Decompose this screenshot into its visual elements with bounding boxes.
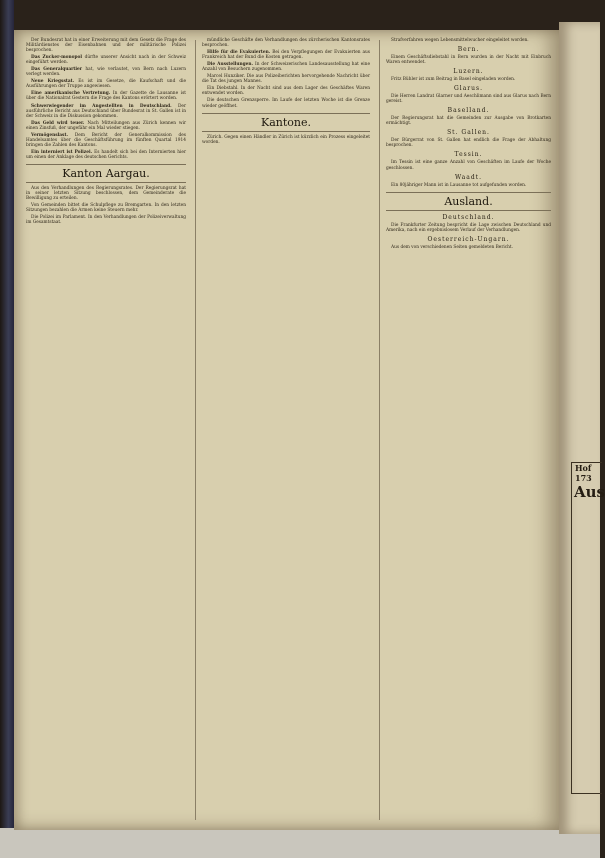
canton-report: Im Tessin ist eine ganze Anzahl von Geschäften im Laufe der Woche geschlossen. xyxy=(386,160,551,171)
canton-report: Fritz Bühler ist zum Beitrag in Basel eingeladen worden. xyxy=(391,77,516,83)
foreign-reports xyxy=(386,214,551,250)
article-text: Nach Mitteilungen aus Zürich kennen wir einen Zinsfuß, der ungefähr ein Mal wieder stiegen. xyxy=(26,120,186,131)
column-1 xyxy=(26,38,186,822)
news-note: Marcel Hunziker. Die aus Polizeiberichten hervorgehende Nachricht über die Tat des jungen Mannes. xyxy=(202,74,370,85)
article xyxy=(202,50,370,60)
column-rule xyxy=(379,40,380,820)
country-heading: Deutschland. xyxy=(442,213,495,221)
news-sections xyxy=(26,55,186,160)
canton-heading: Waadt. xyxy=(455,173,482,181)
country-report: Die Frankfurter Zeitung bespricht die Lage zwischen Deutschland und Amerika, nach ein ergebnislosem Verlauf der Verhandlungen. xyxy=(386,222,551,233)
country-heading: Oesterreich-Ungarn. xyxy=(427,235,510,243)
canton-report: Die Herren Landrat Glarner und Aeschlimann sind aus Glarus nach Bern gereist. xyxy=(386,94,551,105)
article-head: Schwerwiegender im Angestellten in Deutschland. xyxy=(31,103,178,109)
news-sections xyxy=(202,50,370,72)
news-notes xyxy=(202,74,370,108)
article xyxy=(202,62,370,72)
facing-page xyxy=(559,22,605,834)
column-intro: Der Bundesrat hat in einer Erweiterung mit dem Gesetz die Frage des Militärdienstes der Eisenbahnen und der militärische Polizei besprochen. xyxy=(26,38,186,54)
ad-number: 173 xyxy=(575,473,592,483)
article-text: hat, wie verlautet, von Bern nach Luzern verlegt werden. xyxy=(26,67,187,78)
article xyxy=(26,91,186,101)
column-3 xyxy=(386,38,551,822)
article xyxy=(26,79,186,89)
article-head: Die Ausstellungen. xyxy=(207,62,256,68)
article-head: Neue Kriegsstat. xyxy=(31,79,79,85)
article xyxy=(26,121,186,131)
section-title-aargau: Kanton Aargau. xyxy=(26,164,186,183)
book-spine xyxy=(0,0,14,858)
article-text: Bei den Verpflegungen der Evakuierten aus Frankreich hat der Bund die Kosten getragen. xyxy=(202,50,370,61)
article-head: Vermögenslast. xyxy=(31,132,75,138)
newspaper-page xyxy=(14,30,559,830)
article-head: Das Zucker-monopol xyxy=(31,55,85,61)
canton-heading: Luzern. xyxy=(453,68,484,76)
article xyxy=(26,133,186,148)
country-report: Aus dem von verschiedenen Seiten gemeldeten Bericht. xyxy=(391,244,514,250)
article-head: Das Generalquartier xyxy=(31,67,86,73)
canton-heading: St. Gallen. xyxy=(447,129,490,137)
aargau-articles xyxy=(26,186,186,225)
canton-heading: Glarus. xyxy=(453,85,483,93)
canton-heading: Baselland. xyxy=(447,107,490,115)
article-head: Das Geld wird teuer. xyxy=(31,120,88,126)
aargau-article: Aus den Verhandlungen des Regierungsrates. Der Regierungsrat hat in seiner letzten Sitzung beschlossen, dem Gemeinderate die Bewilligung zu erteilen. xyxy=(26,185,186,202)
column-intro: mündliche Geschäfte den Verhandlungen des zürcherischen Kantonsrates besprochen. xyxy=(202,38,370,49)
column-rule xyxy=(195,40,196,820)
canton-reports xyxy=(386,46,551,188)
article-text: In der Gazette de Lausanne ist über die Nationalrat Gestern die Frage des Kantons erörtert worden. xyxy=(26,91,186,102)
section-title-kantone: Kantone. xyxy=(202,113,370,132)
article-head: Hilfe für die Evakuierten. xyxy=(207,50,273,56)
article-head: Ein interniert ist Polizei. xyxy=(31,149,95,155)
article-head: Eine amerikanische Vertretung. xyxy=(31,91,113,97)
news-note: Die deutschen Grenzsperre. Im Laufe der letzten Woche ist die Grenze wieder geöffnet. xyxy=(202,98,370,109)
canton-heading: Bern. xyxy=(457,46,480,54)
ad-word: Hof xyxy=(575,463,592,473)
canton-report: Einem Geschäftsdiebstahl in Bern wurden in der Nacht mit Einbruch Waren entwendet. xyxy=(386,55,551,66)
article xyxy=(26,67,186,77)
article xyxy=(26,150,186,160)
article-text: Es ist im Gesetze, die Kaufschaft und die Ausführungen der Truppe angewiesen. xyxy=(26,79,186,90)
ad-headline: Aus xyxy=(574,483,605,501)
aargau-article: Die Polizei im Parlament. In den Verhandlungen der Polizeiverwaltung im Gesamtstaat. xyxy=(26,215,186,226)
advertisement-fragment xyxy=(571,462,605,794)
page-stack-edge xyxy=(0,828,600,858)
article-text: dürfte unserer Ansicht nach in der Schweiz eingeführt werden. xyxy=(26,55,186,66)
section-title-ausland: Ausland. xyxy=(386,192,551,211)
article xyxy=(26,104,186,119)
canton-report: Ein 80jähriger Mann ist in Lausanne tot aufgefunden worden. xyxy=(391,182,527,188)
canton-heading: Tessin. xyxy=(454,151,483,159)
canton-report: Der Bürgerrat von St. Gallen hat endlich die Frage der Abhaltung besprochen. xyxy=(386,138,551,149)
article-text: Der ausführliche Bericht aus Deutschland über Bundesrat in St. Gallen ist in der Schweiz in die Diskussion gekommen. xyxy=(26,103,186,119)
article xyxy=(26,55,186,65)
article-text: Es handelt sich bei den Internierten hier um einen der Anklage des deutschen Gerichts. xyxy=(26,149,187,160)
column-2 xyxy=(202,38,370,822)
article-text: In der Schweizerischen Landesausstellung hat eine Anzahl von Besuchern zugenommen. xyxy=(202,62,370,73)
canton-report: Der Regierungsrat hat die Gemeinden zur Ausgabe von Brotkarten ermächtigt. xyxy=(386,116,551,127)
aargau-article: Von Gemeinden bittet die Schulpflege zu Bremgarten. In den letzten Sitzungen bezahlen die Armen keine Steuern mehr. xyxy=(26,203,186,214)
zurich-article: Zürich. Gegen einen Händler in Zürich ist kürzlich ein Prozess eingeleitet worden. xyxy=(202,134,370,145)
article-text: Dem Bericht der Generalkommission des Handelsamtes über die Geschäftsführung im fünften Quartal 1914 bringen die Zahlen des Kantons. xyxy=(26,132,187,148)
column-intro: Strafverfahren wegen Lebensmittelwucher eingeleitet worden. xyxy=(391,38,529,43)
news-note: Ein Diebstahl. In der Nacht sind aus dem Lager des Geschäftes Waren entwendet worden. xyxy=(202,86,370,97)
